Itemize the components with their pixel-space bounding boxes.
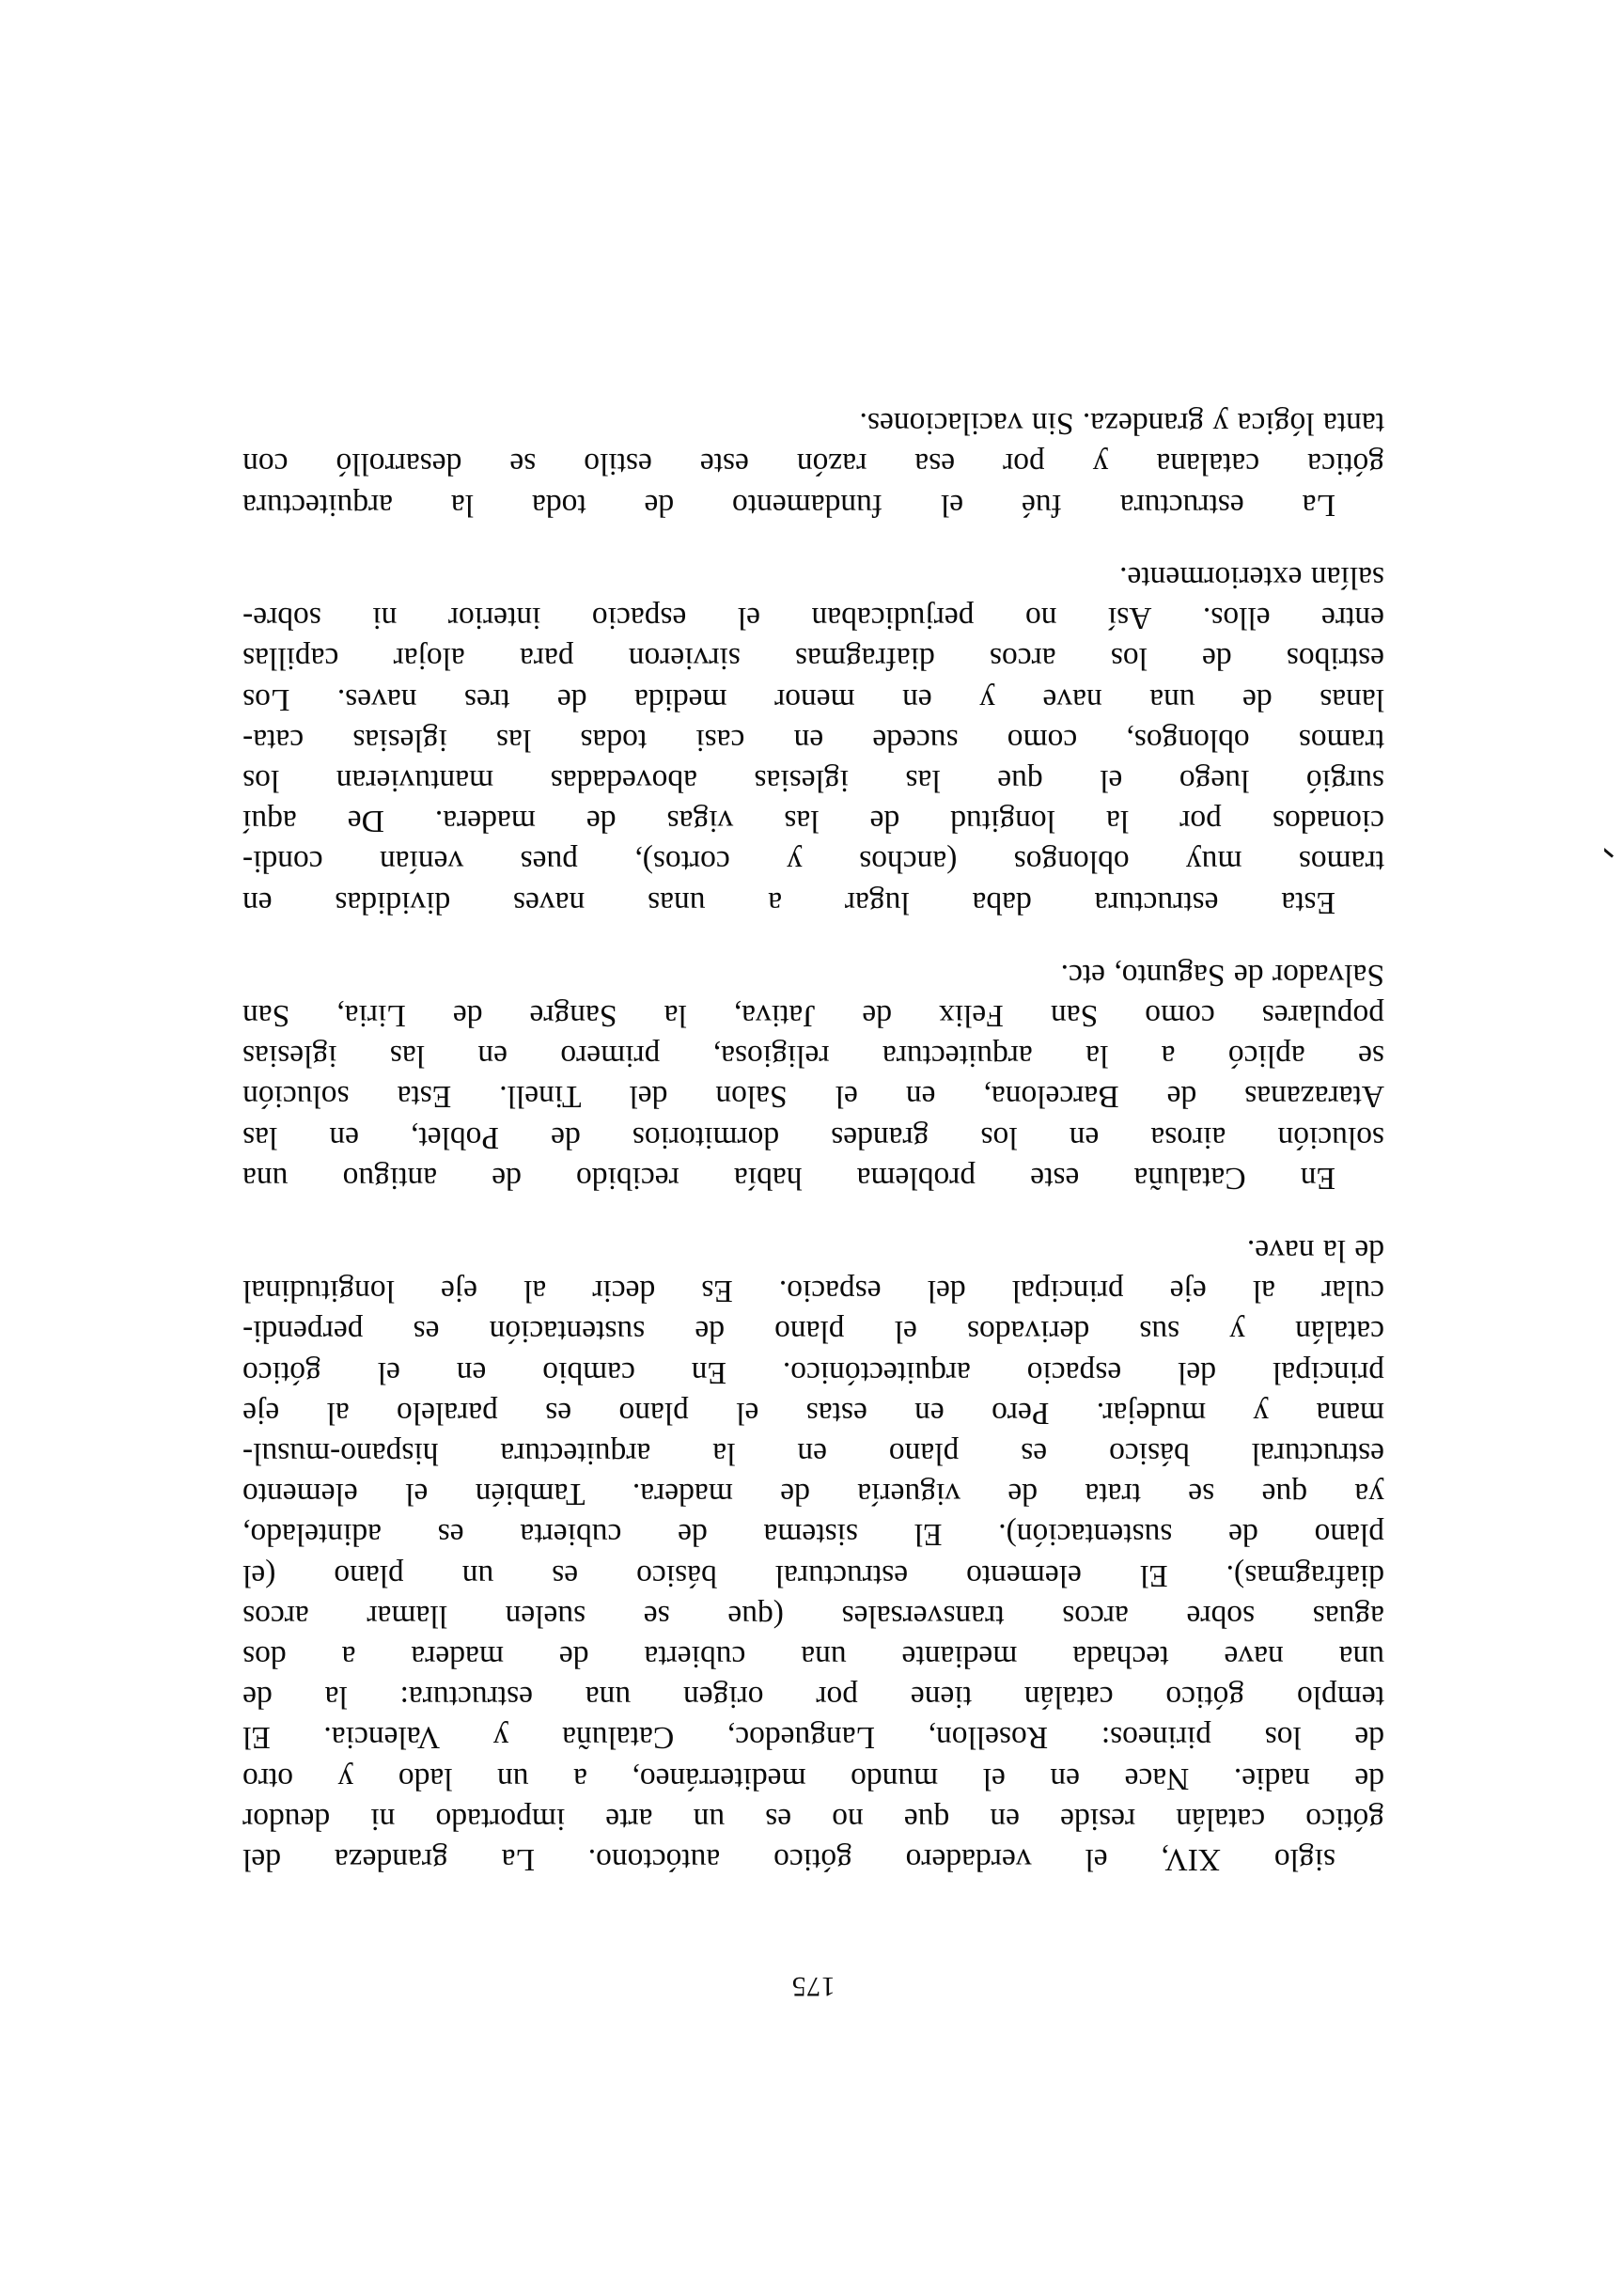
text-line: estribos de los arcos diafragmas sirvieron para alojar capillas: [242, 641, 1384, 677]
paragraph-4: [242, 403, 1384, 525]
text-line: templo gótico catalán tiene por origen una estructura: la de: [242, 1680, 1384, 1715]
text-line: La estructura fué el fundamento de toda la arquitectura: [242, 487, 1335, 523]
paragraph-2: [242, 955, 1384, 1198]
text-line: solución airosa en los grandes dormitorios de Poblet, en las: [242, 1119, 1384, 1155]
text-line: siglo XIV, el verdadero gótico autóctono. La grandeza del: [242, 1842, 1335, 1877]
text-line: surgió luego el que las iglesias abovedadas mantuvieran los: [242, 762, 1384, 798]
paragraph-1: [242, 1230, 1384, 1880]
text-line: aguas sobre arcos transversales (que se suelen llamar arcos: [242, 1598, 1384, 1634]
text-line: tanta lógica y grandeza. Sin vacilaciones.: [859, 406, 1384, 442]
text-line: cionados por la longitud de las vigas de madera. De aquí: [242, 804, 1384, 839]
text-line: plano de sustentación). El sistema de cubierta es adintelado,: [242, 1517, 1384, 1553]
text-line: Salvador de Sagunto, etc.: [1060, 957, 1384, 993]
text-line: ya que se trata de viguería de madera. También el elemento: [242, 1477, 1384, 1512]
text-line: entre ellos. Así no perjudicaban el espacio interior ni sobre-: [242, 601, 1384, 636]
text-line: principal del espacio arquitectónico. En cambio en el gótico: [242, 1354, 1384, 1390]
paragraph-3: [242, 557, 1384, 923]
text-line: gótico catalán reside en que no es un arte importado ni deudor: [242, 1801, 1384, 1837]
text-line: En Cataluña este problema había recibido de antiguo una: [242, 1160, 1335, 1196]
text-line: mana y mudejar. Pero en estas el plano es paralelo al eje: [242, 1395, 1384, 1431]
text-line: de nadie. Nace en el mundo mediterráneo, a un lado y otro: [242, 1760, 1384, 1796]
text-line: catalán y sus derivados el plano de sustentación es perpendi-: [242, 1314, 1384, 1350]
text-line: cular al eje principal del espacio. Es decir al eje longitudinal: [242, 1274, 1384, 1309]
text-column: [242, 403, 1384, 2002]
text-line: lanas de una nave y en menor medida de tres naves. Los: [242, 681, 1384, 717]
text-line: se aplicó a la arquitectura religiosa, primero en las iglesias: [242, 1039, 1384, 1074]
text-line: populares como San Felix de Jativa, la Sangre de Liria, San: [242, 997, 1384, 1033]
text-line: tramos oblongos, como sucede en casi todas las iglesias cata-: [242, 722, 1384, 758]
text-line: Esta estructura daba lugar a unas naves divididas en: [242, 884, 1335, 920]
page-number: 175: [791, 1971, 835, 2002]
text-line: salían exteriormente.: [1119, 559, 1384, 595]
text-line: de la nave.: [1246, 1232, 1384, 1268]
text-line: de los pirineos: Rosellon, Languedoc, Cataluña y Valencia. El: [242, 1720, 1384, 1756]
text-line: una nave techada mediante una cubierta de madera a dos: [242, 1638, 1384, 1674]
scan-speck: [1604, 848, 1616, 859]
text-line: gótica catalana y por esa razón este estilo se desarrolló con: [242, 446, 1384, 482]
page-body: [242, 403, 1384, 1880]
text-line: diafragmas). El elemento estructural básico es un plano (el: [242, 1557, 1384, 1593]
text-line: Atarazanas de Barcelona, en el Salon del Tinell. Esta solución: [242, 1079, 1384, 1115]
text-line: tramos muy oblongos (anchos y cortos), pues venían condi-: [242, 844, 1384, 880]
text-line: estructural básico es plano en la arquitectura hispano-musul-: [242, 1435, 1384, 1471]
